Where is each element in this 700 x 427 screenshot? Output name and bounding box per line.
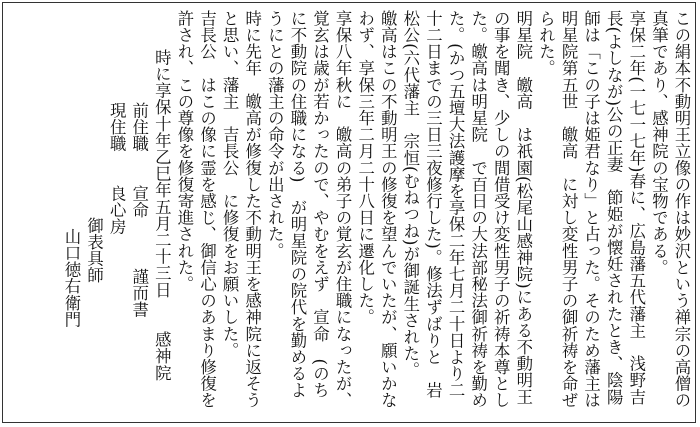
signature-date: 時に享保十年乙巳年五月二十三日 <box>152 49 172 299</box>
paragraph: 享保二年(一七一七年)春に、広島藩五代藩主 浅野吉長(よしなが)公の正妻 節姫が懐妊されたとき、陰陽師は「この子は姫君なり」と占った。そのため藩主は明星院第五世 皦高 に対し変性男子の御祈祷を命ぜられた。 <box>536 10 646 409</box>
signature-date-line <box>150 10 173 414</box>
paragraph: 時に先年 皦高が修復した不動明王を感神院に返そうと思い、藩主 吉長公 に修復をお願いした。 <box>220 10 262 409</box>
signature-name: 宣命 <box>129 184 149 219</box>
signature-role: 現住職 <box>107 101 127 152</box>
signature-tail: 謹而書 <box>129 267 149 318</box>
paragraph: この絹本不動明王立像の作は妙沢という禅宗の高僧の真筆であり、感神院の宝物である。 <box>649 10 691 409</box>
paragraph: 明星院 皦高 は祇園(松尾山感神院)にある不動明王の事を聞き、少しの間借受け変性男子の祈祷本尊とした。皦高は明星院 で百日の大法部秘法御祈祷を勤めた。(かつ五壇大法護摩を享保二年七月二十日より二十二日までの三日三夜修行した)。修法ずばりと 岩松公(六代藩主 宗恒(むねつね)が御誕生された。 <box>400 10 533 409</box>
paragraph: 皦高はこの不動明王の修復を望んでいたが、願いかなわず、享保三年二月二十八日に遷化した。 <box>355 10 398 409</box>
signature-line-4: 山口徳右衛門 <box>61 228 81 328</box>
paragraph: 吉長公 はこの像に霊を感じ、御信心のあまり修復を許され、この尊像を修復寄進された。 <box>174 10 217 409</box>
paragraph: 享保八年秋に 皦高の弟子の覚玄が住職になったが、覚玄は歳が若かったので、やむをえず 宣命 (のちに不動院の住職になる) が明星院の院代を勤めるようにとの藩主の命令が出された。 <box>265 10 353 409</box>
signature-name: 良心房 <box>107 184 127 235</box>
signature-org: 感神院 <box>152 331 172 382</box>
signature-line-2 <box>105 10 128 414</box>
signature-line-1 <box>127 10 150 414</box>
document-body <box>6 10 692 414</box>
signature-line-3: 御表具師 <box>84 216 104 284</box>
signature-role: 前住職 <box>129 101 149 152</box>
